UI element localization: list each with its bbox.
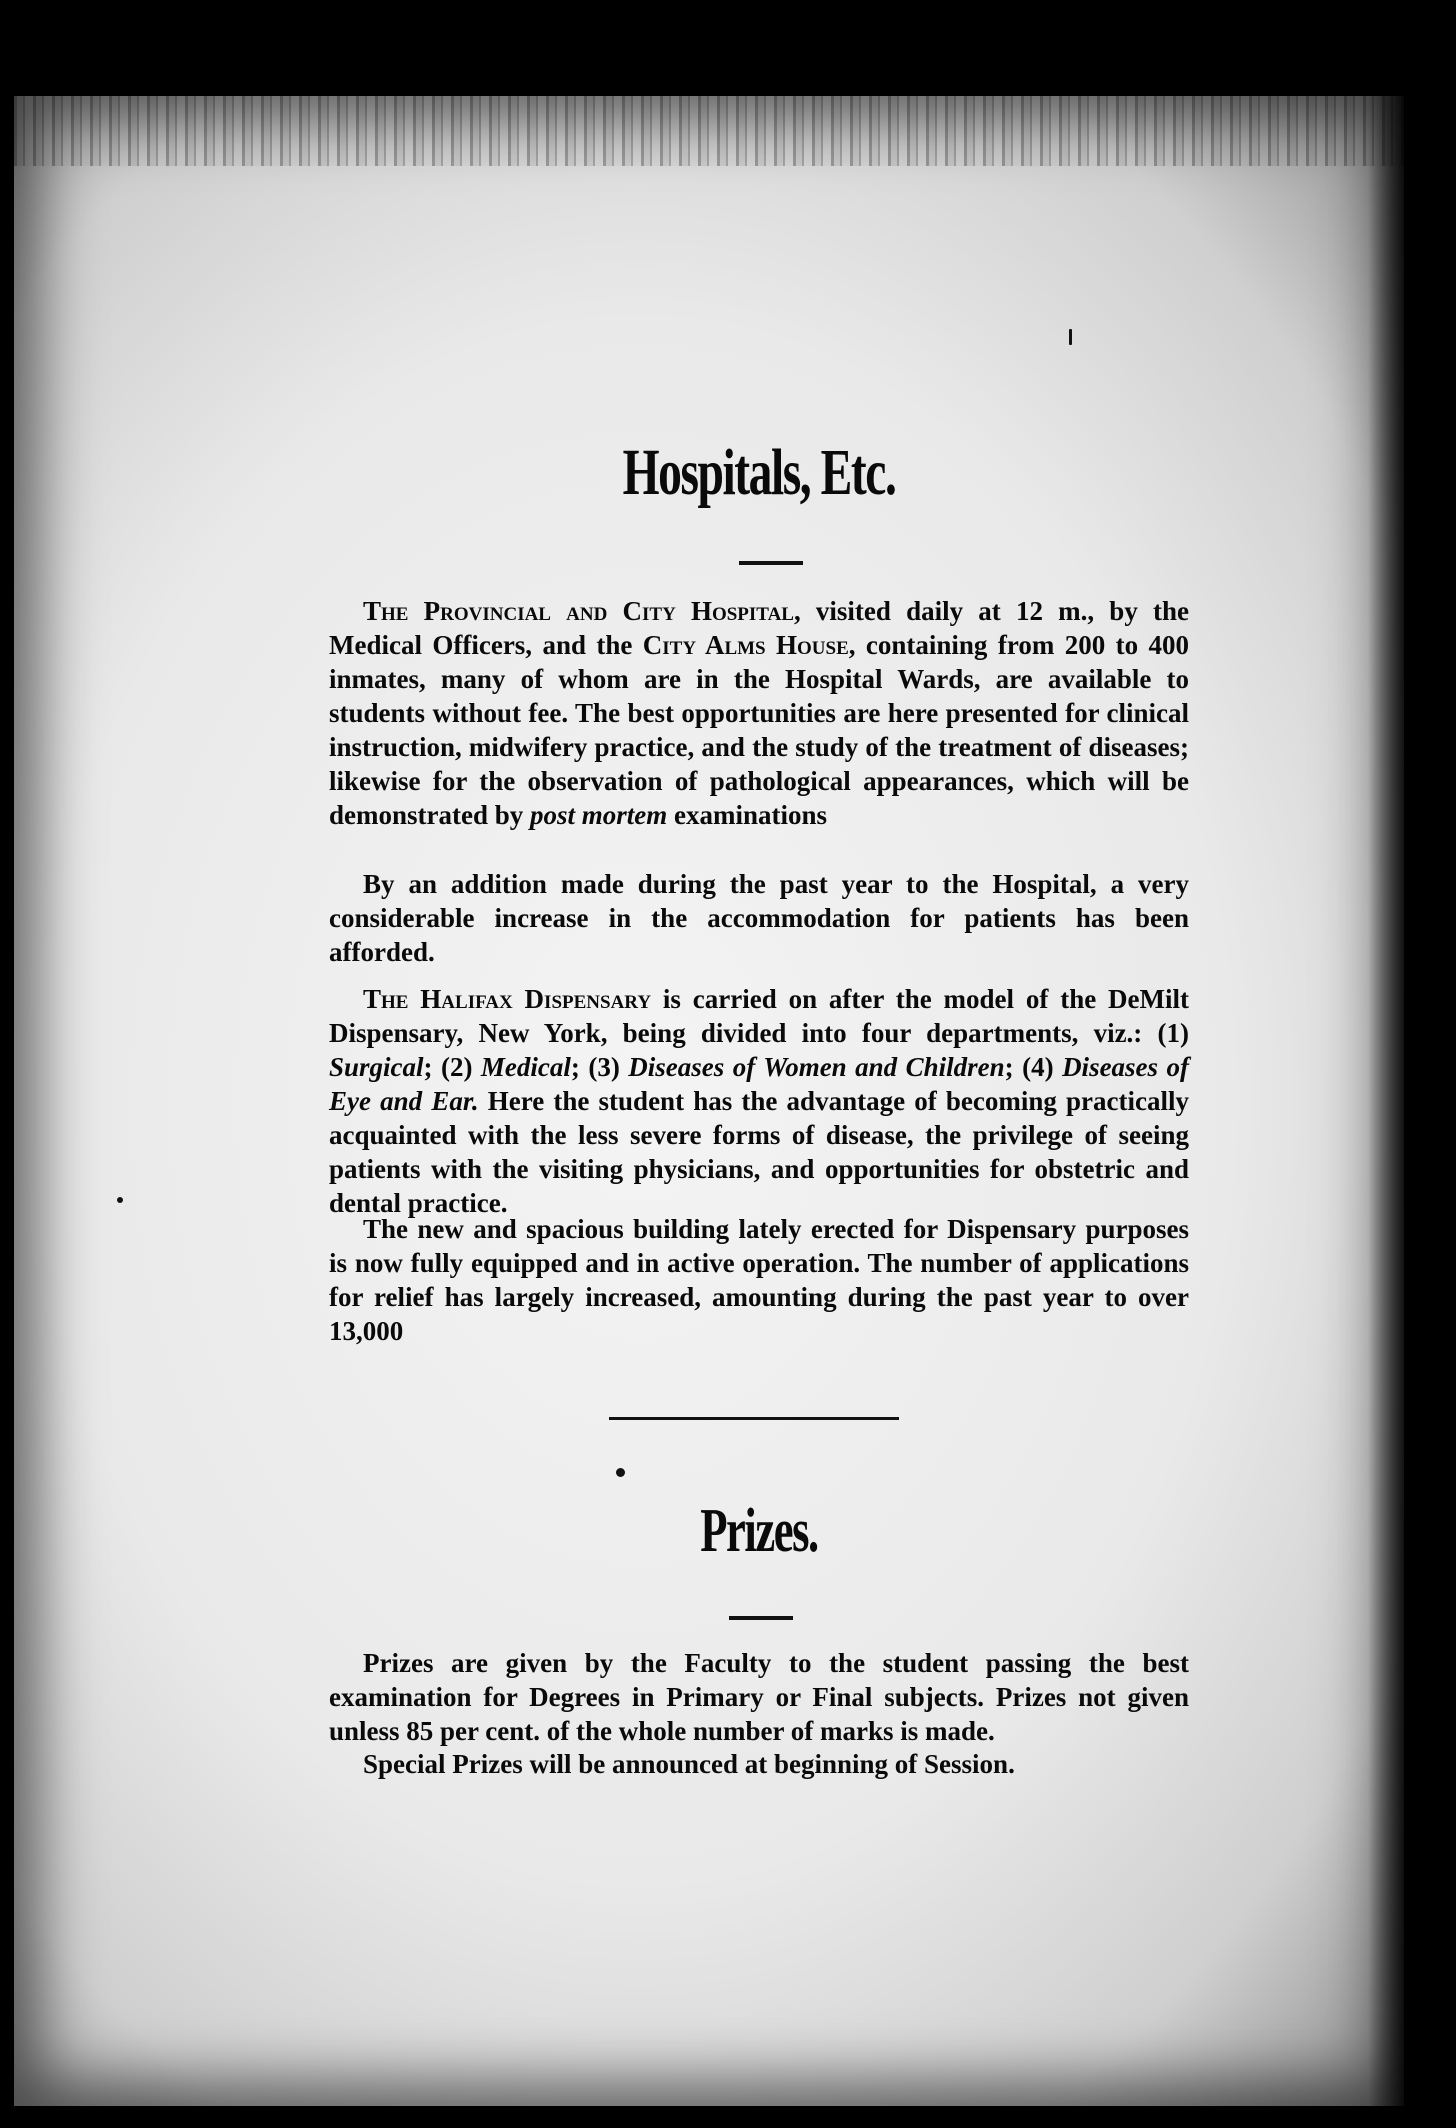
italic-text: Diseases of Women and Children	[628, 1052, 1005, 1082]
italic-text: Diseases of Eye and Ear.	[329, 1052, 1189, 1116]
body-text: is carried on after the model of the DeMilt Dispensary, New York, being divided into four departments, viz.: (1)	[329, 984, 1189, 1048]
italic-text: Medical	[480, 1052, 571, 1082]
paragraph-special-prizes: Special Prizes will be announced at beginning of Session.	[363, 1749, 1015, 1779]
document-page	[14, 96, 1404, 2106]
small-caps-text: The Halifax Dispensary	[363, 984, 652, 1014]
section-divider	[609, 1417, 899, 1420]
heading-hospitals: Hospitals, Etc.	[622, 436, 896, 509]
paragraph-prizes: Prizes are given by the Faculty to the student passing the best examination for Degrees in Primary or Final subjects. Prizes not given unless 85 per cent. of the whole number of marks is made.	[329, 1648, 1189, 1746]
ink-speck	[616, 1468, 625, 1477]
body-text: ; (4)	[1004, 1052, 1063, 1082]
body-text: Here the student has the advantage of becoming practically acquainted with the less severe forms of disease, the privilege of seeing patients with the visiting physicians, and opportunities for obstetric and dental practice.	[329, 1086, 1189, 1218]
small-caps-text: City Alms House,	[642, 630, 856, 660]
heading-prizes: Prizes.	[700, 1497, 818, 1565]
paragraph-dispensary-building: The new and spacious building lately erected for Dispensary purposes is now fully equipped and in active operation. The number of applications for relief has largely increased, amounting during the past year to over 13,000	[329, 1214, 1189, 1346]
italic-text: post mortem	[530, 800, 668, 830]
italic-text: Surgical	[329, 1052, 424, 1082]
paragraph-hospital-addition: By an addition made during the past year to the Hospital, a very considerable increase in the accommodation for patients has been afforded.	[329, 869, 1189, 967]
scan-noise-top	[14, 96, 1404, 166]
ink-speck	[117, 1197, 123, 1203]
body-text: ; (2)	[423, 1052, 481, 1082]
body-text: examinations	[667, 800, 828, 830]
body-text: ; (3)	[570, 1052, 629, 1082]
scan-shadow-right	[1368, 96, 1404, 2106]
title-underline	[729, 1616, 793, 1620]
small-caps-text: The Provincial and City Hospital,	[363, 596, 801, 626]
title-underline	[739, 561, 803, 565]
ink-speck	[1069, 329, 1072, 345]
body-text: containing from 200 to 400 inmates, many of whom are in the Hospital Wards, are available to students without fee. The best opportunities are here presented for clinical instruction, midwifery practice, and the study of the treatment of diseases; likewise for the observation of pathological appearances, which will be demonstrated by	[329, 630, 1189, 830]
paragraph-halifax-dispensary	[329, 982, 1189, 1220]
body-text: visited daily at 12 m., by the Medical Officers, and the	[329, 596, 1189, 660]
paragraph-provincial-hospital	[329, 594, 1189, 832]
